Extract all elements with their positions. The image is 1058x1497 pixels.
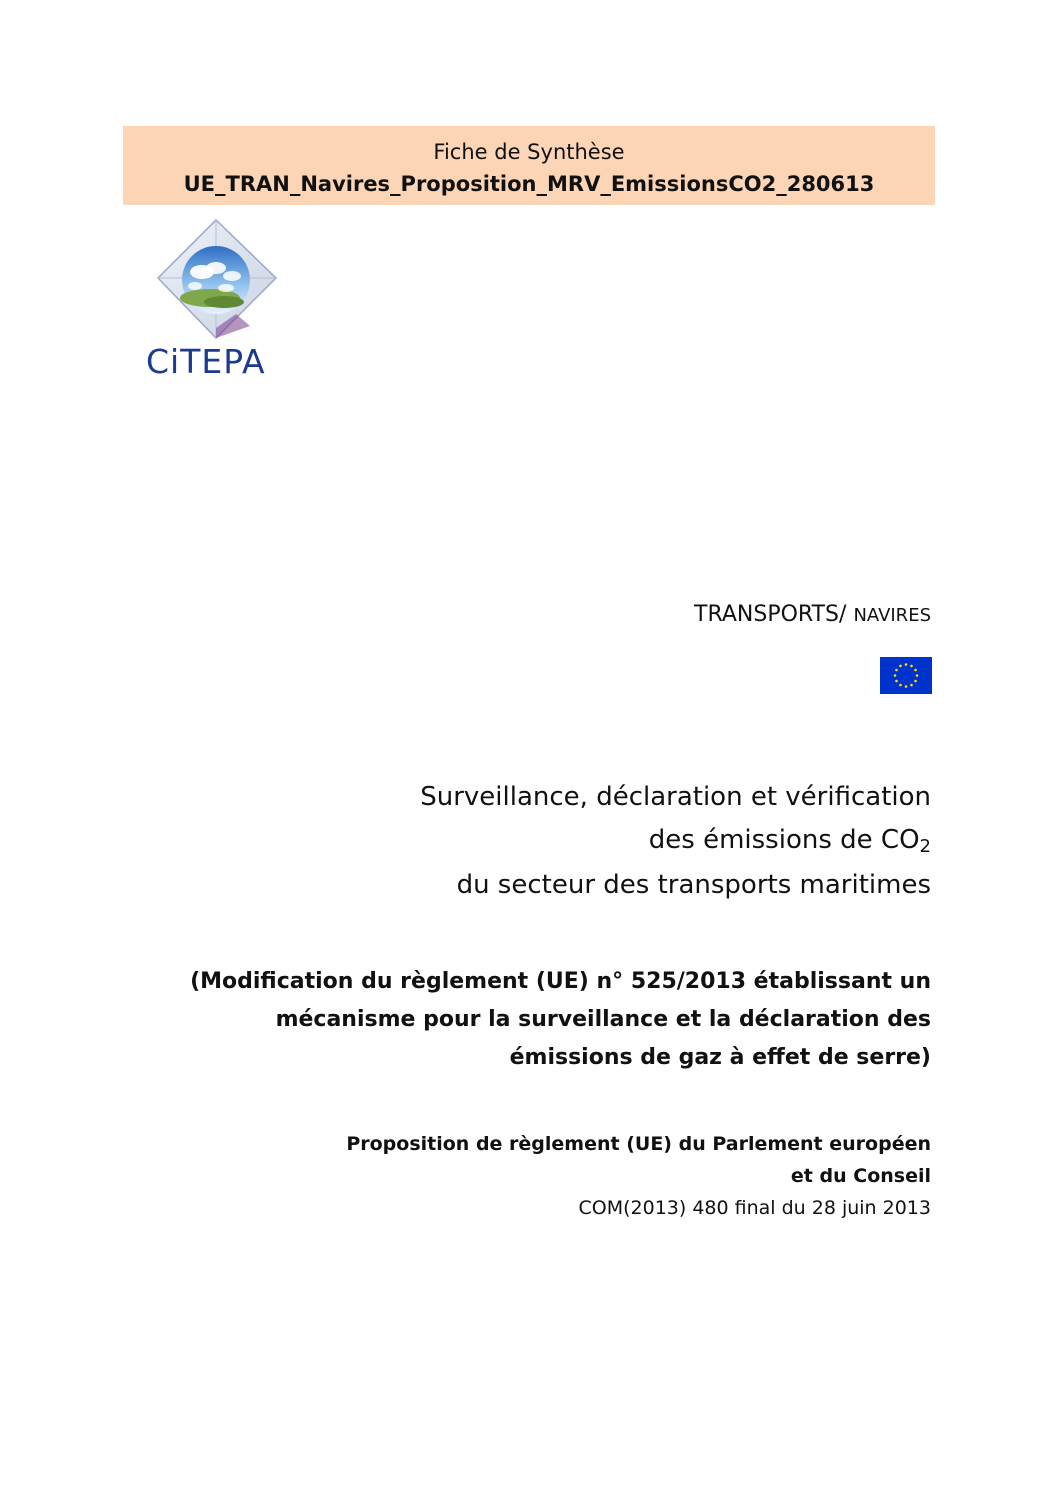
sector-sub: NAVIRES (853, 605, 931, 626)
logo-text: CiTEPA (146, 342, 266, 381)
proposal-reference (346, 1128, 931, 1224)
modification-line-2: mécanisme pour la surveillance et la déclaration des (275, 1007, 931, 1032)
eu-star (910, 665, 913, 668)
title-line-3: du secteur des transports maritimes (456, 870, 931, 900)
eu-star (905, 663, 908, 666)
eu-star (899, 665, 902, 668)
eu-star (894, 674, 897, 677)
eu-star (910, 684, 913, 687)
eu-star (914, 669, 917, 672)
eu-star (895, 669, 898, 672)
sector-main: TRANSPORTS/ (694, 602, 847, 627)
sector-label (694, 600, 931, 631)
title-line-2 (420, 819, 931, 864)
citepa-logo (140, 216, 300, 386)
citepa-logo-icon (140, 216, 300, 346)
modification-subtitle (190, 963, 931, 1077)
eu-star (895, 680, 898, 683)
header-reference: UE_TRAN_Navires_Proposition_MRV_EmissionsCO2_280613 (183, 172, 875, 196)
eu-star (905, 685, 908, 688)
modification-line-3: émissions de gaz à effet de serre) (509, 1045, 931, 1070)
proposal-line-1: Proposition de règlement (UE) du Parlement européen (346, 1133, 931, 1155)
co2-subscript: 2 (919, 836, 931, 857)
document-title (420, 776, 931, 907)
header-band (123, 126, 935, 205)
eu-flag-icon (880, 657, 932, 694)
header-title: Fiche de Synthèse (433, 140, 625, 164)
title-line-2-text: des émissions de CO (648, 825, 920, 855)
eu-star (914, 680, 917, 683)
eu-star (899, 684, 902, 687)
proposal-line-2: et du Conseil (790, 1165, 931, 1187)
proposal-line-3: COM(2013) 480 final du 28 juin 2013 (578, 1197, 931, 1219)
modification-line-1: (Modification du règlement (UE) n° 525/2013 établissant un (190, 969, 931, 994)
title-line-1: Surveillance, déclaration et vérification (420, 782, 931, 812)
eu-star (916, 674, 919, 677)
